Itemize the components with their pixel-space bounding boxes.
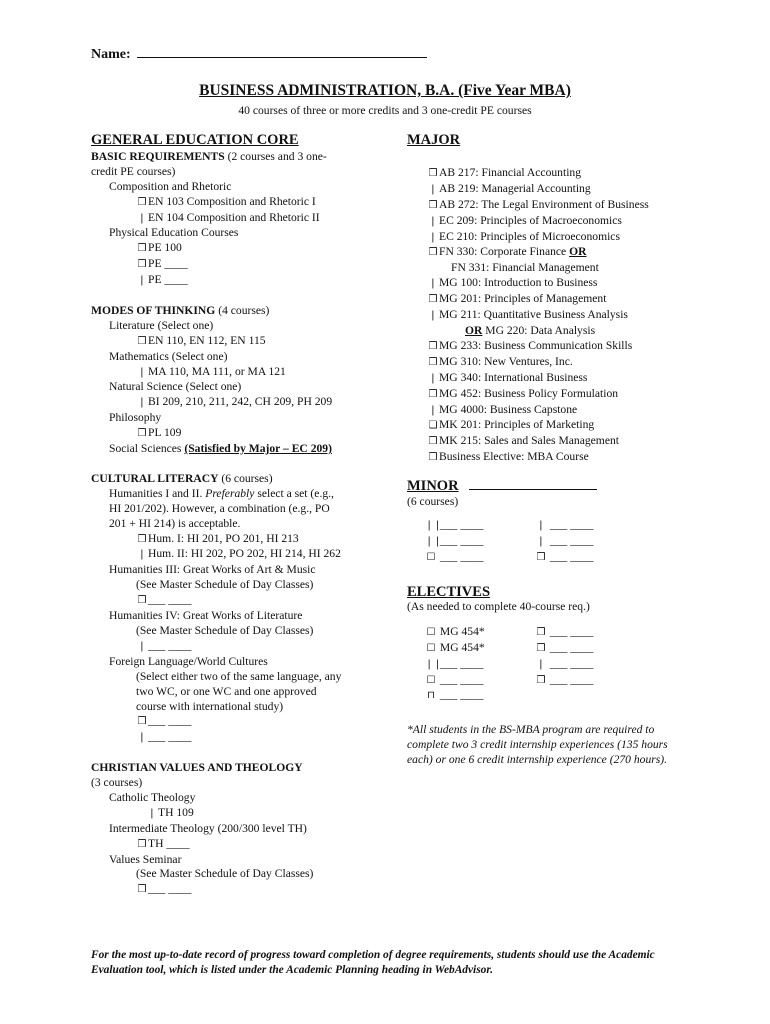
cult-note: (6 courses) — [218, 471, 273, 485]
checkbox-icon: ❘ — [428, 278, 438, 290]
elective-slot: ☐ ___ ____ — [425, 673, 485, 689]
electives-note: (As needed to complete 40-course req.) — [407, 599, 590, 613]
checkbox-icon: ⊓ — [427, 690, 435, 702]
checklist-item: ❒ Hum. I: HI 201, PO 201, HI 213 — [91, 532, 391, 548]
cvt-note: (3 courses) — [91, 776, 143, 790]
or-label: OR — [465, 323, 483, 337]
checkbox-icon: ❒ — [428, 167, 438, 179]
basic-req-title: BASIC REQUIREMENTS — [91, 149, 225, 163]
checkbox-icon: ❒ — [536, 551, 546, 563]
checkbox-icon: ❘ — [428, 183, 438, 195]
checklist-item: ❒ PE 100 — [91, 241, 391, 257]
flwc-note: course with international study) — [136, 699, 284, 713]
basic-req-note: (2 courses and 3 one- — [224, 149, 327, 163]
checkbox-icon: ❘ — [137, 366, 147, 378]
major-item: ❒ MG 233: Business Communication Skills — [427, 339, 707, 355]
major-item: ❘ AB 219: Managerial Accounting — [427, 182, 707, 198]
major-item: ❘ MG 340: International Business — [427, 371, 707, 387]
checkbox-icon: ❘❘ — [425, 519, 442, 531]
major-alt-item: OR MG 220: Data Analysis — [465, 323, 596, 337]
major-alt-item: FN 331: Financial Management — [451, 261, 599, 275]
hum4-note: (See Master Schedule of Day Classes) — [136, 623, 314, 637]
checklist-item: ❒ EN 103 Composition and Rhetoric I — [91, 195, 391, 211]
checkbox-icon: ❏ — [428, 420, 438, 432]
basic-req-note-2: credit PE courses) — [91, 164, 176, 178]
checkbox-icon: ❒ — [137, 716, 147, 728]
checkbox-icon: ☐ — [426, 674, 436, 686]
minor-slot: ☐ ___ ____ — [425, 550, 483, 566]
gen-ed-heading: GENERAL EDUCATION CORE — [91, 132, 299, 148]
flwc-note: two WC, or one WC and one approved — [136, 684, 317, 698]
checklist-item: ❒ EN 110, EN 112, EN 115 — [91, 334, 391, 350]
major-item: ❘ MG 100: Introduction to Business — [427, 276, 707, 292]
major-item: ❒ MG 201: Principles of Management — [427, 292, 707, 308]
major-list — [407, 166, 707, 466]
minor-blank-line — [469, 479, 597, 490]
checkbox-icon: ❘ — [147, 807, 157, 819]
minor-slot: ❘ ___ ____ — [535, 518, 593, 534]
electives-heading: ELECTIVES — [407, 584, 491, 600]
checklist-item: ❒ ___ ____ — [91, 882, 391, 898]
flwc-label: Foreign Language/World Cultures — [109, 654, 268, 668]
checkbox-icon: ❘ — [428, 310, 438, 322]
elective-slot: ❒ ___ ____ — [535, 625, 593, 641]
math-label: Mathematics (Select one) — [109, 349, 228, 363]
checklist-item: ❘ Hum. II: HI 202, PO 202, HI 214, HI 262 — [91, 547, 391, 563]
footer-note: For the most up-to-date record of progress toward completion of degree requirements, students should use the Academic Evaluation tool, which is listed under the Academic Planning heading in WebAdvisor. — [91, 949, 655, 976]
checkbox-icon: ❒ — [137, 428, 147, 440]
checkbox-icon: ❘ — [428, 231, 438, 243]
major-item: ❒ FN 330: Corporate Finance OR — [427, 245, 707, 261]
checkbox-icon: ❘ — [137, 397, 147, 409]
comp-label: Composition and Rhetoric — [109, 179, 232, 193]
checklist-item: ❘ MA 110, MA 111, or MA 121 — [91, 365, 391, 381]
checkbox-icon: ❒ — [137, 335, 147, 347]
checkbox-icon: ❒ — [428, 294, 438, 306]
checkbox-icon: ❘❘ — [425, 535, 442, 547]
major-item: ❒ AB 217: Financial Accounting — [427, 166, 707, 182]
pe-label: Physical Education Courses — [109, 226, 239, 240]
hum-desc: 201 + HI 214) is acceptable. — [109, 516, 241, 530]
checkbox-icon: ❒ — [536, 642, 546, 654]
sci-label: Natural Science (Select one) — [109, 380, 242, 394]
checkbox-icon: ❘ — [428, 404, 438, 416]
major-item: ❘ MG 211: Quantitative Business Analysis — [427, 308, 707, 324]
major-item: ❒ MG 452: Business Policy Formulation — [427, 387, 707, 403]
checkbox-icon: ❒ — [536, 674, 546, 686]
checklist-item: ❘ EN 104 Composition and Rhetoric II — [91, 211, 391, 227]
cult-title: CULTURAL LITERACY — [91, 471, 219, 485]
name-field — [91, 47, 427, 63]
checkbox-icon: ❘ — [536, 658, 546, 670]
elective-slot: ☐ MG 454* — [425, 625, 485, 641]
electives-grid — [407, 625, 707, 707]
hum3-note: (See Master Schedule of Day Classes) — [136, 578, 314, 592]
or-label: OR — [569, 245, 587, 259]
soc-note: (Satisfied by Major – EC 209) — [184, 442, 332, 456]
elective-slot: ☐ MG 454* — [425, 641, 485, 657]
checklist-item: ❘ TH 109 — [91, 806, 391, 822]
checkbox-icon: ❒ — [137, 243, 147, 255]
values-note: (See Master Schedule of Day Classes) — [136, 867, 314, 881]
checklist-item: ❒ TH ____ — [91, 837, 391, 853]
major-item: ❘ EC 209: Principles of Macroeconomics — [427, 214, 707, 230]
checkbox-icon: ❒ — [137, 196, 147, 208]
major-heading: MAJOR — [407, 132, 461, 148]
hum4-label: Humanities IV: Great Works of Literature — [109, 609, 303, 623]
hum-desc: HI 201/202). However, a combination (e.g., PO — [109, 501, 330, 515]
page-title: BUSINESS ADMINISTRATION, B.A. (Five Year MBA) — [199, 82, 571, 99]
major-item: ❒ Business Elective: MBA Course — [427, 450, 707, 466]
checkbox-icon: ❒ — [137, 259, 147, 271]
elective-slot: ❒ ___ ____ — [535, 673, 593, 689]
checkbox-icon: ❒ — [428, 199, 438, 211]
checkbox-icon: ❘ — [428, 215, 438, 227]
elective-slot: ❒ ___ ____ — [535, 641, 593, 657]
hum3-label: Humanities III: Great Works of Art & Music — [109, 563, 316, 577]
checkbox-icon: ❒ — [137, 838, 147, 850]
checkbox-icon: ☐ — [426, 626, 436, 638]
major-item: ❏ MK 201: Principles of Marketing — [427, 418, 707, 434]
minor-grid — [407, 518, 707, 570]
checkbox-icon: ❘ — [536, 519, 546, 531]
flwc-note: (Select either two of the same language, any — [136, 669, 342, 683]
name-blank-line — [137, 47, 427, 58]
page-subtitle: 40 courses of three or more credits and 3 one-credit PE courses — [238, 104, 532, 117]
inter-label: Intermediate Theology (200/300 level TH) — [109, 821, 307, 835]
checklist-item: ❒ PE ____ — [91, 257, 391, 273]
checkbox-icon: ❘ — [536, 535, 546, 547]
elective-slot: ❘ ___ ____ — [535, 657, 593, 673]
modes-note: (4 courses) — [215, 303, 270, 317]
checkbox-icon: ❘ — [428, 372, 438, 384]
checklist-item: ❘ BI 209, 210, 211, 242, CH 209, PH 209 — [91, 395, 391, 411]
phil-label: Philosophy — [109, 411, 162, 425]
elective-slot: ⊓ ___ ____ — [425, 688, 485, 704]
minor-slot: ❘❘ ___ ____ — [425, 534, 483, 550]
checkbox-icon: ❒ — [428, 436, 438, 448]
minor-slot: ❘ ___ ____ — [535, 534, 593, 550]
checkbox-icon: ❒ — [137, 884, 147, 896]
lit-label: Literature (Select one) — [109, 318, 214, 332]
major-item: ❘ EC 210: Principles of Microeconomics — [427, 230, 707, 246]
minor-slot: ❘❘ ___ ____ — [425, 518, 483, 534]
checkbox-icon: ❘ — [137, 549, 147, 561]
minor-slot: ❒ ___ ____ — [535, 550, 593, 566]
hum-desc: Humanities I and II. Preferably select a set (e.g., — [109, 486, 334, 500]
checklist-item: ❒ PL 109 — [91, 426, 391, 442]
checkbox-icon: ❒ — [428, 247, 438, 259]
cvt-title: CHRISTIAN VALUES AND THEOLOGY — [91, 761, 303, 775]
checkbox-icon: ☐ — [426, 642, 436, 654]
checkbox-icon: ❒ — [536, 626, 546, 638]
internship-note: *All students in the BS-MBA program are required to complete two 3 credit internship experiences (135 hours each) or one 6 credit internship experience (270 hours). — [407, 723, 668, 766]
major-item: ❘ MG 4000: Business Capstone — [427, 403, 707, 419]
checkbox-icon: ❒ — [137, 533, 147, 545]
checkbox-icon: ❒ — [428, 452, 438, 464]
values-label: Values Seminar — [109, 852, 182, 866]
major-column — [407, 133, 707, 466]
checkbox-icon: ❒ — [428, 356, 438, 368]
checklist-item: ❒ ___ ____ — [91, 714, 391, 730]
checklist-item: ❘ PE ____ — [91, 273, 391, 289]
minor-note: (6 courses) — [407, 494, 459, 508]
major-item: ❒ MG 310: New Ventures, Inc. — [427, 355, 707, 371]
major-item: ❒ MK 215: Sales and Sales Management — [427, 434, 707, 450]
checkbox-icon: ❘ — [137, 640, 147, 652]
checklist-item: ❘ ___ ____ — [91, 639, 391, 655]
checklist-item: ❘ ___ ____ — [91, 730, 391, 746]
checkbox-icon: ❒ — [137, 595, 147, 607]
checkbox-icon: ❒ — [428, 388, 438, 400]
modes-title: MODES OF THINKING — [91, 303, 216, 317]
checklist-item: ❒ ___ ____ — [91, 593, 391, 609]
electives-section — [407, 585, 707, 707]
checkbox-icon: ❒ — [428, 340, 438, 352]
elective-slot: ❘❘ ___ ____ — [425, 657, 485, 673]
checkbox-icon: ❘ — [137, 275, 147, 287]
minor-section — [407, 479, 707, 570]
soc-label: Social Sciences (Satisfied by Major – EC 209) — [109, 442, 332, 456]
checkbox-icon: ❘ — [137, 212, 147, 224]
major-item: ❒ AB 272: The Legal Environment of Business — [427, 198, 707, 214]
gen-ed-column — [91, 133, 391, 898]
cath-label: Catholic Theology — [109, 790, 196, 804]
name-label: Name: — [91, 47, 131, 62]
minor-heading: MINOR — [407, 478, 459, 494]
checkbox-icon: ❘ — [137, 732, 147, 744]
checkbox-icon: ❘❘ — [425, 658, 442, 670]
checkbox-icon: ☐ — [426, 551, 436, 563]
